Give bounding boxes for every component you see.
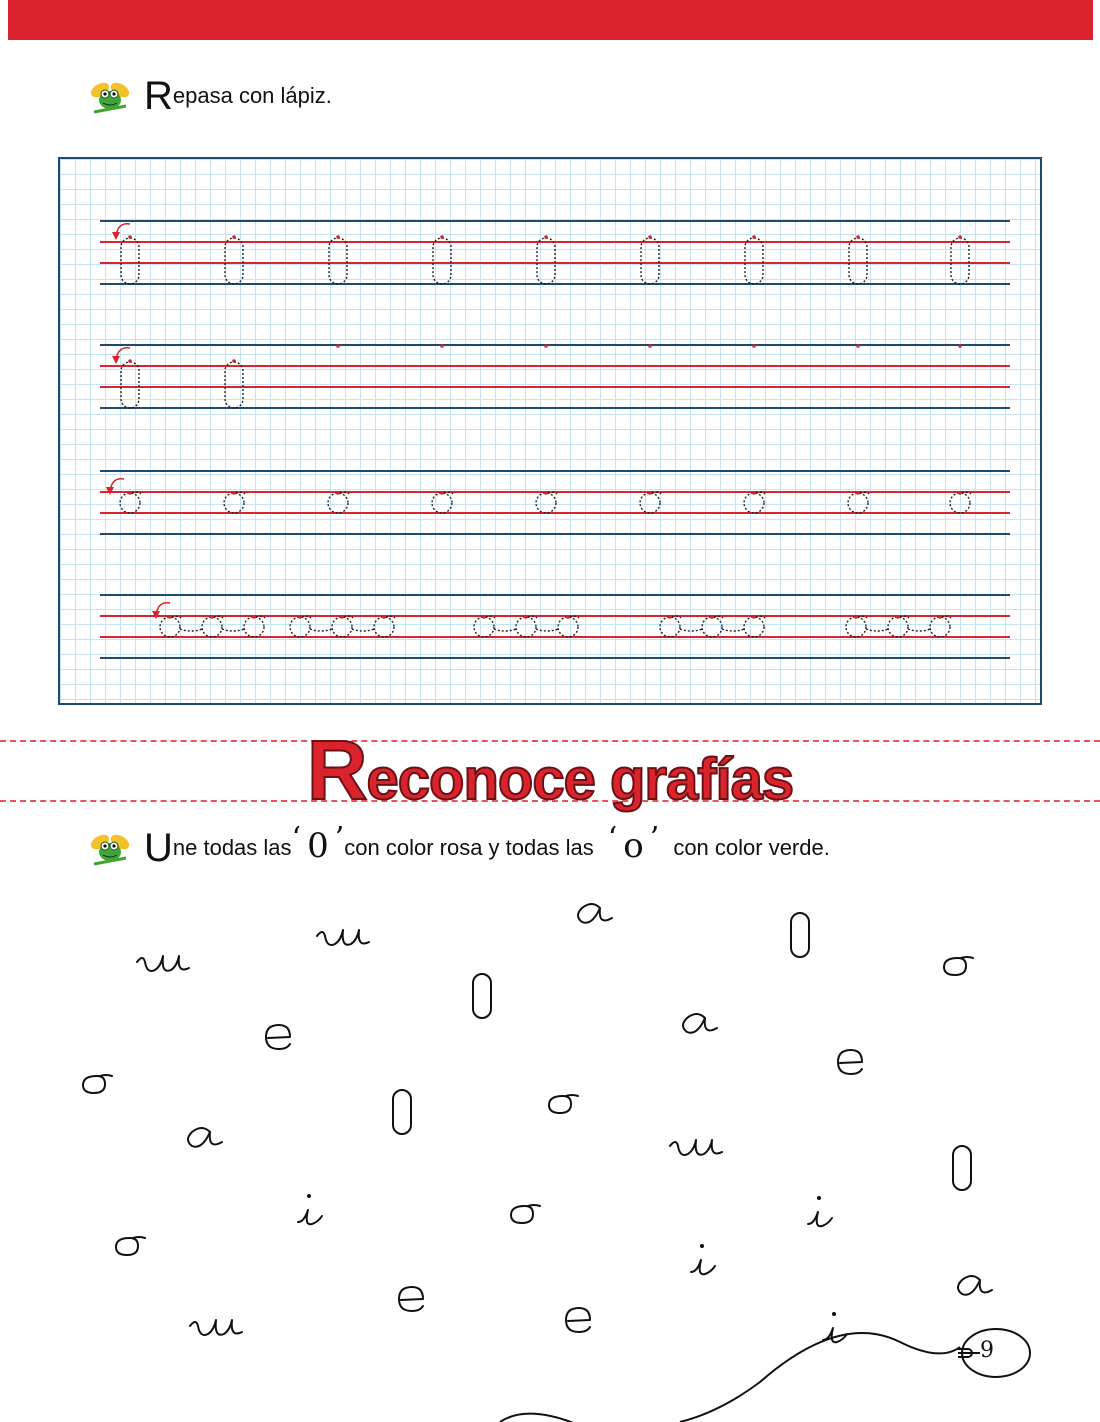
instruction-2-capital: U [144,826,173,870]
section-title-capital: R [306,723,367,817]
letter-u [317,930,369,945]
letter-e [838,1050,862,1074]
quote-close-1: ’ [334,820,345,856]
quote-open-2: ‘ [607,820,618,856]
cord-line [500,1333,960,1422]
letter-i [298,1194,322,1224]
letter-o [944,957,973,975]
letter-u [670,1140,722,1155]
letter-zero [953,1146,971,1190]
instruction-1-text: epasa con lápiz. [172,83,332,108]
section-title-text: econoce grafías [366,747,794,812]
letter-a [958,1276,992,1295]
glyph-zero: 0 [307,826,329,866]
letter-a [683,1014,717,1033]
letter-zero [473,974,491,1018]
letter-a [188,1128,222,1147]
letter-zero [393,1090,411,1134]
letter-o [83,1075,112,1093]
letter-o [116,1237,145,1255]
instruction-1-capital: R [144,74,173,118]
letter-zero [791,913,809,957]
glyph-o: o [623,826,644,866]
letter-u [137,956,189,971]
letter-i [808,1196,832,1226]
instruction-2-text-1: ne todas las [172,835,292,860]
quote-close-2: ’ [649,820,660,856]
letter-e [566,1308,590,1332]
letter-e [399,1287,423,1311]
letter-e [266,1025,290,1049]
letter-u [190,1320,242,1335]
letter-o [549,1095,578,1113]
letter-o [511,1205,540,1223]
instruction-2-text-3: con color verde. [673,835,830,860]
quote-open-1: ‘ [291,820,302,856]
letter-i [691,1244,715,1274]
instruction-2-text-2: con color rosa y todas las [344,835,594,860]
page-number: 9 [980,1338,994,1363]
letter-a [578,904,612,923]
